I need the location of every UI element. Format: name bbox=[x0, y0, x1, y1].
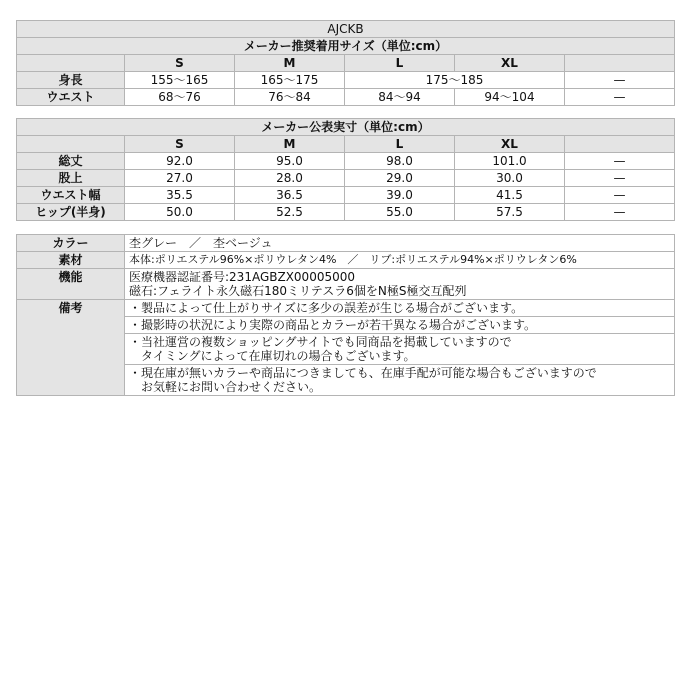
table-row bbox=[17, 170, 675, 187]
cell: 101.0 bbox=[455, 153, 565, 170]
table-row bbox=[17, 204, 675, 221]
cell: 95.0 bbox=[235, 153, 345, 170]
cell: — bbox=[565, 153, 675, 170]
cell: 28.0 bbox=[235, 170, 345, 187]
cell: 39.0 bbox=[345, 187, 455, 204]
cell: 30.0 bbox=[455, 170, 565, 187]
note-item bbox=[125, 334, 675, 365]
cell: 52.5 bbox=[235, 204, 345, 221]
size-header: M bbox=[235, 136, 345, 153]
cell: 50.0 bbox=[125, 204, 235, 221]
cell: 41.5 bbox=[455, 187, 565, 204]
cell: — bbox=[565, 89, 675, 106]
model-code: AJCKB bbox=[17, 21, 675, 38]
row-label: ヒップ(半身) bbox=[17, 204, 125, 221]
row-label: ウエスト bbox=[17, 89, 125, 106]
color-value: 杢グレー ／ 杢ベージュ bbox=[125, 235, 675, 252]
note-line: ・当社運営の複数ショッピングサイトでも同商品を掲載していますので bbox=[129, 335, 512, 349]
cell: — bbox=[565, 170, 675, 187]
cell: — bbox=[565, 204, 675, 221]
color-label: カラー bbox=[17, 235, 125, 252]
product-spec-table bbox=[16, 234, 675, 396]
cell: — bbox=[565, 72, 675, 89]
material-label: 素材 bbox=[17, 252, 125, 269]
notes-label: 備考 bbox=[17, 300, 125, 396]
size-header: S bbox=[125, 55, 235, 72]
table-row bbox=[17, 269, 675, 300]
note-item bbox=[125, 365, 675, 396]
size-header: S bbox=[125, 136, 235, 153]
cell: 98.0 bbox=[345, 153, 455, 170]
recommended-size-table bbox=[16, 20, 675, 106]
cell: 27.0 bbox=[125, 170, 235, 187]
cell: 84〜94 bbox=[345, 89, 455, 106]
cell: 76〜84 bbox=[235, 89, 345, 106]
size-header-blank bbox=[17, 55, 125, 72]
cell: 36.5 bbox=[235, 187, 345, 204]
table-row bbox=[17, 235, 675, 252]
official-measurement-table bbox=[16, 118, 675, 221]
cell: 29.0 bbox=[345, 170, 455, 187]
cell: 165〜175 bbox=[235, 72, 345, 89]
size-header: XL bbox=[455, 55, 565, 72]
size-header: L bbox=[345, 55, 455, 72]
function-value bbox=[125, 269, 675, 300]
material-value: 本体:ポリエステル96%×ポリウレタン4% ／ リブ:ポリエステル94%×ポリウレタン6% bbox=[125, 252, 675, 269]
table-row bbox=[17, 252, 675, 269]
table-row bbox=[17, 72, 675, 89]
table-row bbox=[17, 153, 675, 170]
note-item bbox=[125, 300, 675, 317]
note-line: お気軽にお問い合わせください。 bbox=[129, 380, 322, 394]
cell: 68〜76 bbox=[125, 89, 235, 106]
row-label: 総丈 bbox=[17, 153, 125, 170]
size-header: XL bbox=[455, 136, 565, 153]
cell: 35.5 bbox=[125, 187, 235, 204]
cell: — bbox=[565, 187, 675, 204]
size-header-blank bbox=[17, 136, 125, 153]
note-line: タイミングによって在庫切れの場合もございます。 bbox=[129, 349, 416, 363]
cell: 57.5 bbox=[455, 204, 565, 221]
size-header bbox=[565, 55, 675, 72]
cell: 94〜104 bbox=[455, 89, 565, 106]
note-line: ・製品によって仕上がりサイズに多少の誤差が生じる場合がございます。 bbox=[129, 301, 524, 315]
row-label: ウエスト幅 bbox=[17, 187, 125, 204]
function-line: 医療機器認証番号:231AGBZX00005000 bbox=[129, 270, 355, 284]
table-row bbox=[17, 300, 675, 317]
function-label: 機能 bbox=[17, 269, 125, 300]
cell: 175〜185 bbox=[345, 72, 565, 89]
cell: 155〜165 bbox=[125, 72, 235, 89]
cell: 92.0 bbox=[125, 153, 235, 170]
size-header: L bbox=[345, 136, 455, 153]
note-item bbox=[125, 317, 675, 334]
table-row bbox=[17, 89, 675, 106]
row-label: 股上 bbox=[17, 170, 125, 187]
official-heading: メーカー公表実寸（単位:cm） bbox=[17, 119, 675, 136]
function-line: 磁石:フェライト永久磁石180ミリテスラ6個をN極S極交互配列 bbox=[129, 284, 467, 298]
table-row bbox=[17, 187, 675, 204]
row-label: 身長 bbox=[17, 72, 125, 89]
cell: 55.0 bbox=[345, 204, 455, 221]
size-header bbox=[565, 136, 675, 153]
size-header: M bbox=[235, 55, 345, 72]
recommended-heading: メーカー推奨着用サイズ（単位:cm） bbox=[17, 38, 675, 55]
note-line: ・撮影時の状況により実際の商品とカラーが若干異なる場合がございます。 bbox=[129, 318, 537, 332]
note-line: ・現在庫が無いカラーや商品につきましても、在庫手配が可能な場合もございますので bbox=[129, 366, 597, 380]
